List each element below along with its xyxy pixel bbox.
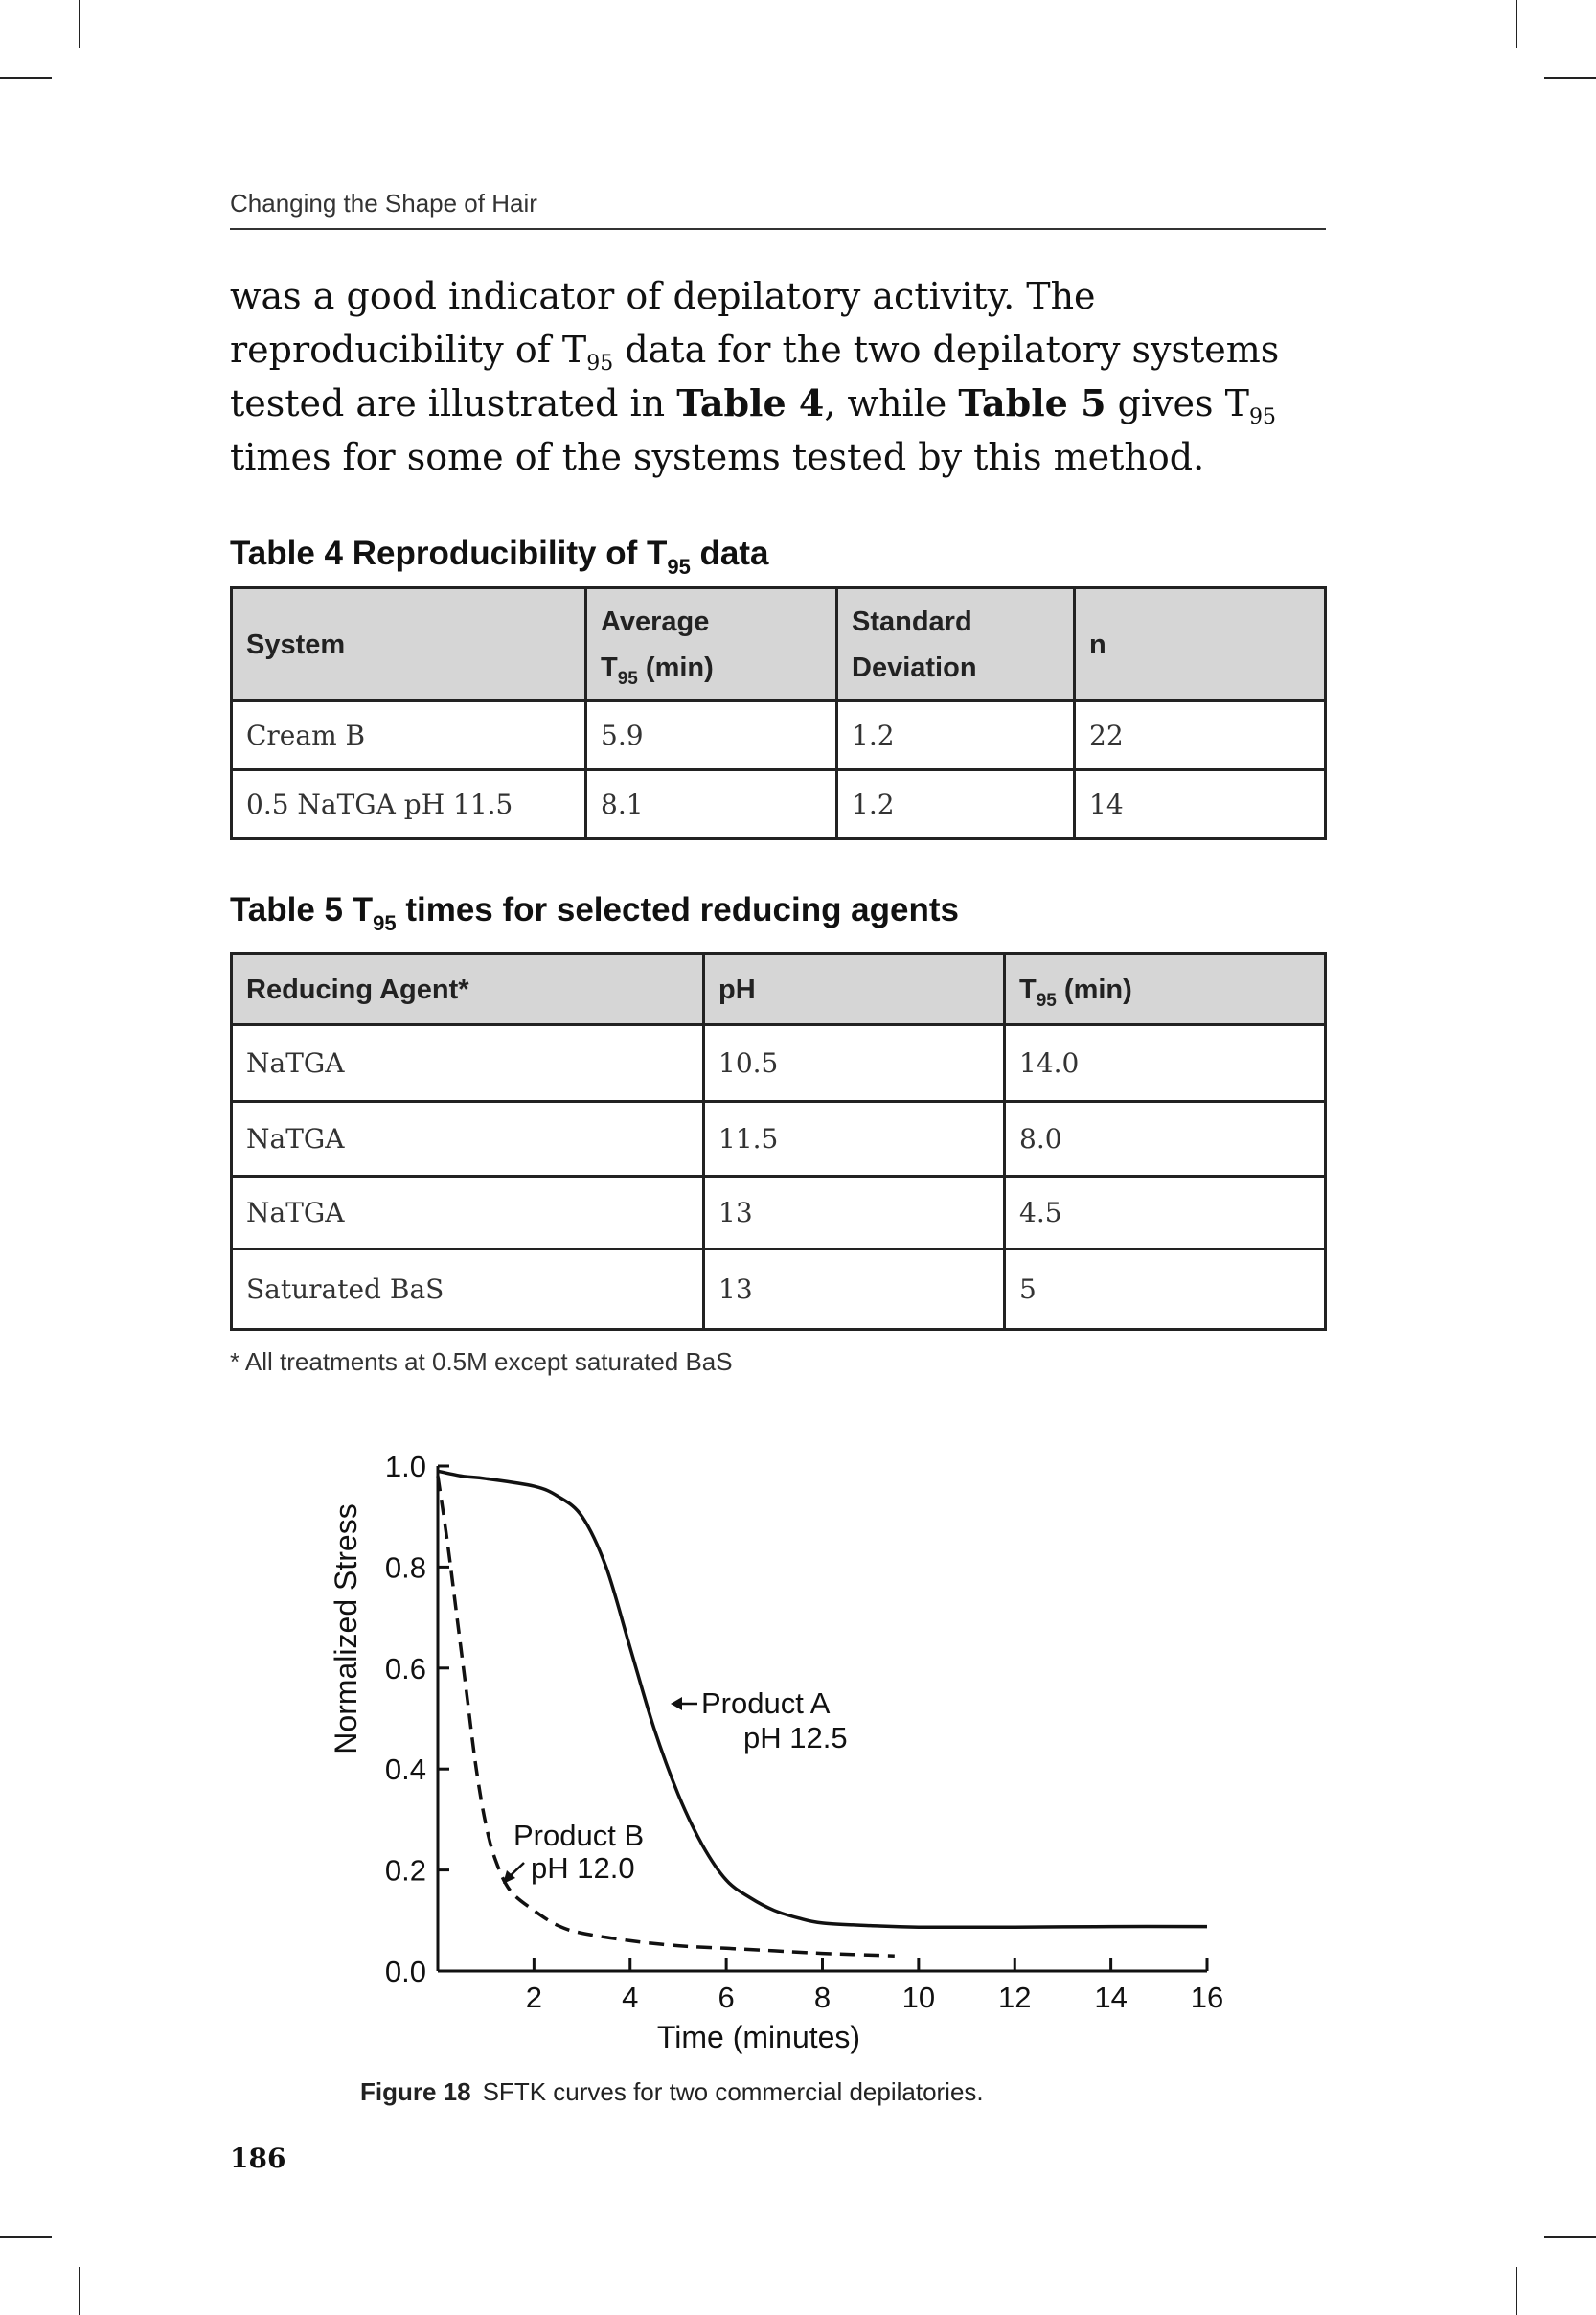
y-tick-label: 1.0: [384, 1450, 426, 1483]
caption-text: times for selected reducing agents: [396, 891, 959, 928]
y-tick-label: 0.2: [384, 1853, 426, 1888]
product-a-arrow: [671, 1697, 697, 1710]
page-number: 186: [230, 2143, 286, 2174]
subscript: 95: [1036, 990, 1057, 1011]
header-text: T: [1019, 974, 1037, 1005]
table-cell: 5.9: [586, 701, 837, 770]
table-header-row: [232, 588, 1326, 701]
sftk-chart: [326, 1428, 1245, 2060]
table-row: [232, 1249, 1326, 1330]
header-text: (min): [637, 652, 714, 683]
table-cell: Cream B: [232, 701, 586, 770]
table-cell: 22: [1075, 701, 1326, 770]
header-text: Average: [601, 606, 710, 637]
y-tick-label: 0.0: [384, 1955, 426, 1988]
x-tick-label: 12: [998, 1981, 1032, 2014]
body-text-segment: times for some of the systems tested by this method.: [230, 435, 1205, 478]
x-tick-label: 6: [718, 1981, 735, 2014]
header-text: Deviation: [852, 652, 977, 683]
y-axis-ticks: [385, 1450, 449, 1988]
table-cell: Saturated BaS: [232, 1249, 704, 1330]
product-b-label: Product B: [513, 1819, 645, 1852]
x-axis-label: Time (minutes): [656, 2020, 861, 2054]
table-cell: 11.5: [704, 1102, 1005, 1177]
running-head: Changing the Shape of Hair: [230, 189, 1326, 230]
caption-text: Table 4 Reproducibility of T: [230, 535, 668, 572]
table-cell: 10.5: [704, 1025, 1005, 1102]
table-cell: 1.2: [837, 701, 1075, 770]
crop-mark: [1544, 2236, 1596, 2238]
caption-text: Table 5 T: [230, 891, 374, 928]
header-text: (min): [1056, 974, 1132, 1005]
product-a-ph-label: pH 12.5: [743, 1721, 848, 1754]
table-row: [232, 1177, 1326, 1249]
x-tick-label: 16: [1190, 1981, 1224, 2014]
table-cell: 8.1: [586, 770, 837, 839]
x-tick-label: 10: [901, 1981, 936, 2014]
y-tick-label: 0.4: [384, 1753, 426, 1787]
body-text-segment: , while: [824, 382, 959, 424]
header-std-dev: [837, 588, 1075, 701]
crop-mark: [79, 0, 80, 48]
x-axis-ticks: [526, 1958, 1223, 2014]
y-tick-label: 0.6: [384, 1651, 426, 1685]
table-cell: 14: [1075, 770, 1326, 839]
table-row: [232, 770, 1326, 839]
y-axis-label: Normalized Stress: [329, 1503, 363, 1754]
x-tick-label: 8: [813, 1981, 832, 2014]
product-a-label: Product A: [701, 1686, 831, 1720]
table-cell: 4.5: [1005, 1177, 1326, 1249]
x-tick-label: 4: [622, 1981, 639, 2014]
body-paragraph: [230, 270, 1332, 484]
table-row: [232, 1102, 1326, 1177]
y-tick-label: 0.8: [384, 1550, 426, 1585]
crop-mark: [1516, 2267, 1517, 2315]
table5: [230, 952, 1327, 1331]
crop-mark: [0, 2236, 52, 2238]
crop-mark: [0, 77, 52, 79]
body-text-segment: gives T: [1106, 382, 1249, 424]
crop-mark: [1516, 0, 1517, 48]
subscript: 95: [667, 555, 691, 579]
table-cell: NaTGA: [232, 1177, 704, 1249]
subscript: 95: [586, 351, 614, 376]
table-row: [232, 1025, 1326, 1102]
figure-label: Figure 18: [360, 2077, 471, 2106]
header-text: Standard: [852, 606, 972, 637]
header-system: System: [232, 588, 586, 701]
table-cell: 13: [704, 1177, 1005, 1249]
table5-footnote: * All treatments at 0.5M except saturated BaS: [230, 1347, 733, 1376]
subscript: 95: [373, 911, 397, 935]
header-reducing-agent: Reducing Agent*: [232, 954, 704, 1025]
table-cell: 8.0: [1005, 1102, 1326, 1177]
table-cell: 14.0: [1005, 1025, 1326, 1102]
x-tick-label: 2: [525, 1981, 542, 2014]
body-text-segment: data for the two depilatory systems tested are illustrated in: [230, 328, 1280, 424]
header-average: [586, 588, 837, 701]
table-cell: NaTGA: [232, 1025, 704, 1102]
subscript: 95: [617, 668, 638, 689]
product-b-ph-label: pH 12.0: [531, 1851, 635, 1885]
table-reference: Table 5: [958, 381, 1106, 424]
table-header-row: [232, 954, 1326, 1025]
table4-caption: [230, 535, 769, 579]
body-text-segment: was a good indicator of depilatory activity. The reproducibility of T: [230, 275, 1096, 371]
product-b-arrow: [503, 1863, 524, 1884]
subscript: 95: [1248, 405, 1276, 429]
table-cell: 1.2: [837, 770, 1075, 839]
table-reference: Table 4: [676, 381, 825, 424]
table-cell: 13: [704, 1249, 1005, 1330]
table-row: [232, 701, 1326, 770]
figure-caption: [360, 2077, 984, 2107]
x-tick-label: 14: [1094, 1981, 1128, 2014]
table4: [230, 586, 1327, 840]
table-cell: NaTGA: [232, 1102, 704, 1177]
table5-caption: [230, 891, 959, 935]
figure-caption-text: SFTK curves for two commercial depilatories.: [482, 2077, 984, 2106]
header-t95: [1005, 954, 1326, 1025]
caption-text: data: [690, 535, 769, 572]
table-cell: 0.5 NaTGA pH 11.5: [232, 770, 586, 839]
table-cell: 5: [1005, 1249, 1326, 1330]
header-text: T: [601, 652, 618, 683]
crop-mark: [79, 2267, 80, 2315]
header-ph: pH: [704, 954, 1005, 1025]
header-n: n: [1075, 588, 1326, 701]
crop-mark: [1544, 77, 1596, 79]
